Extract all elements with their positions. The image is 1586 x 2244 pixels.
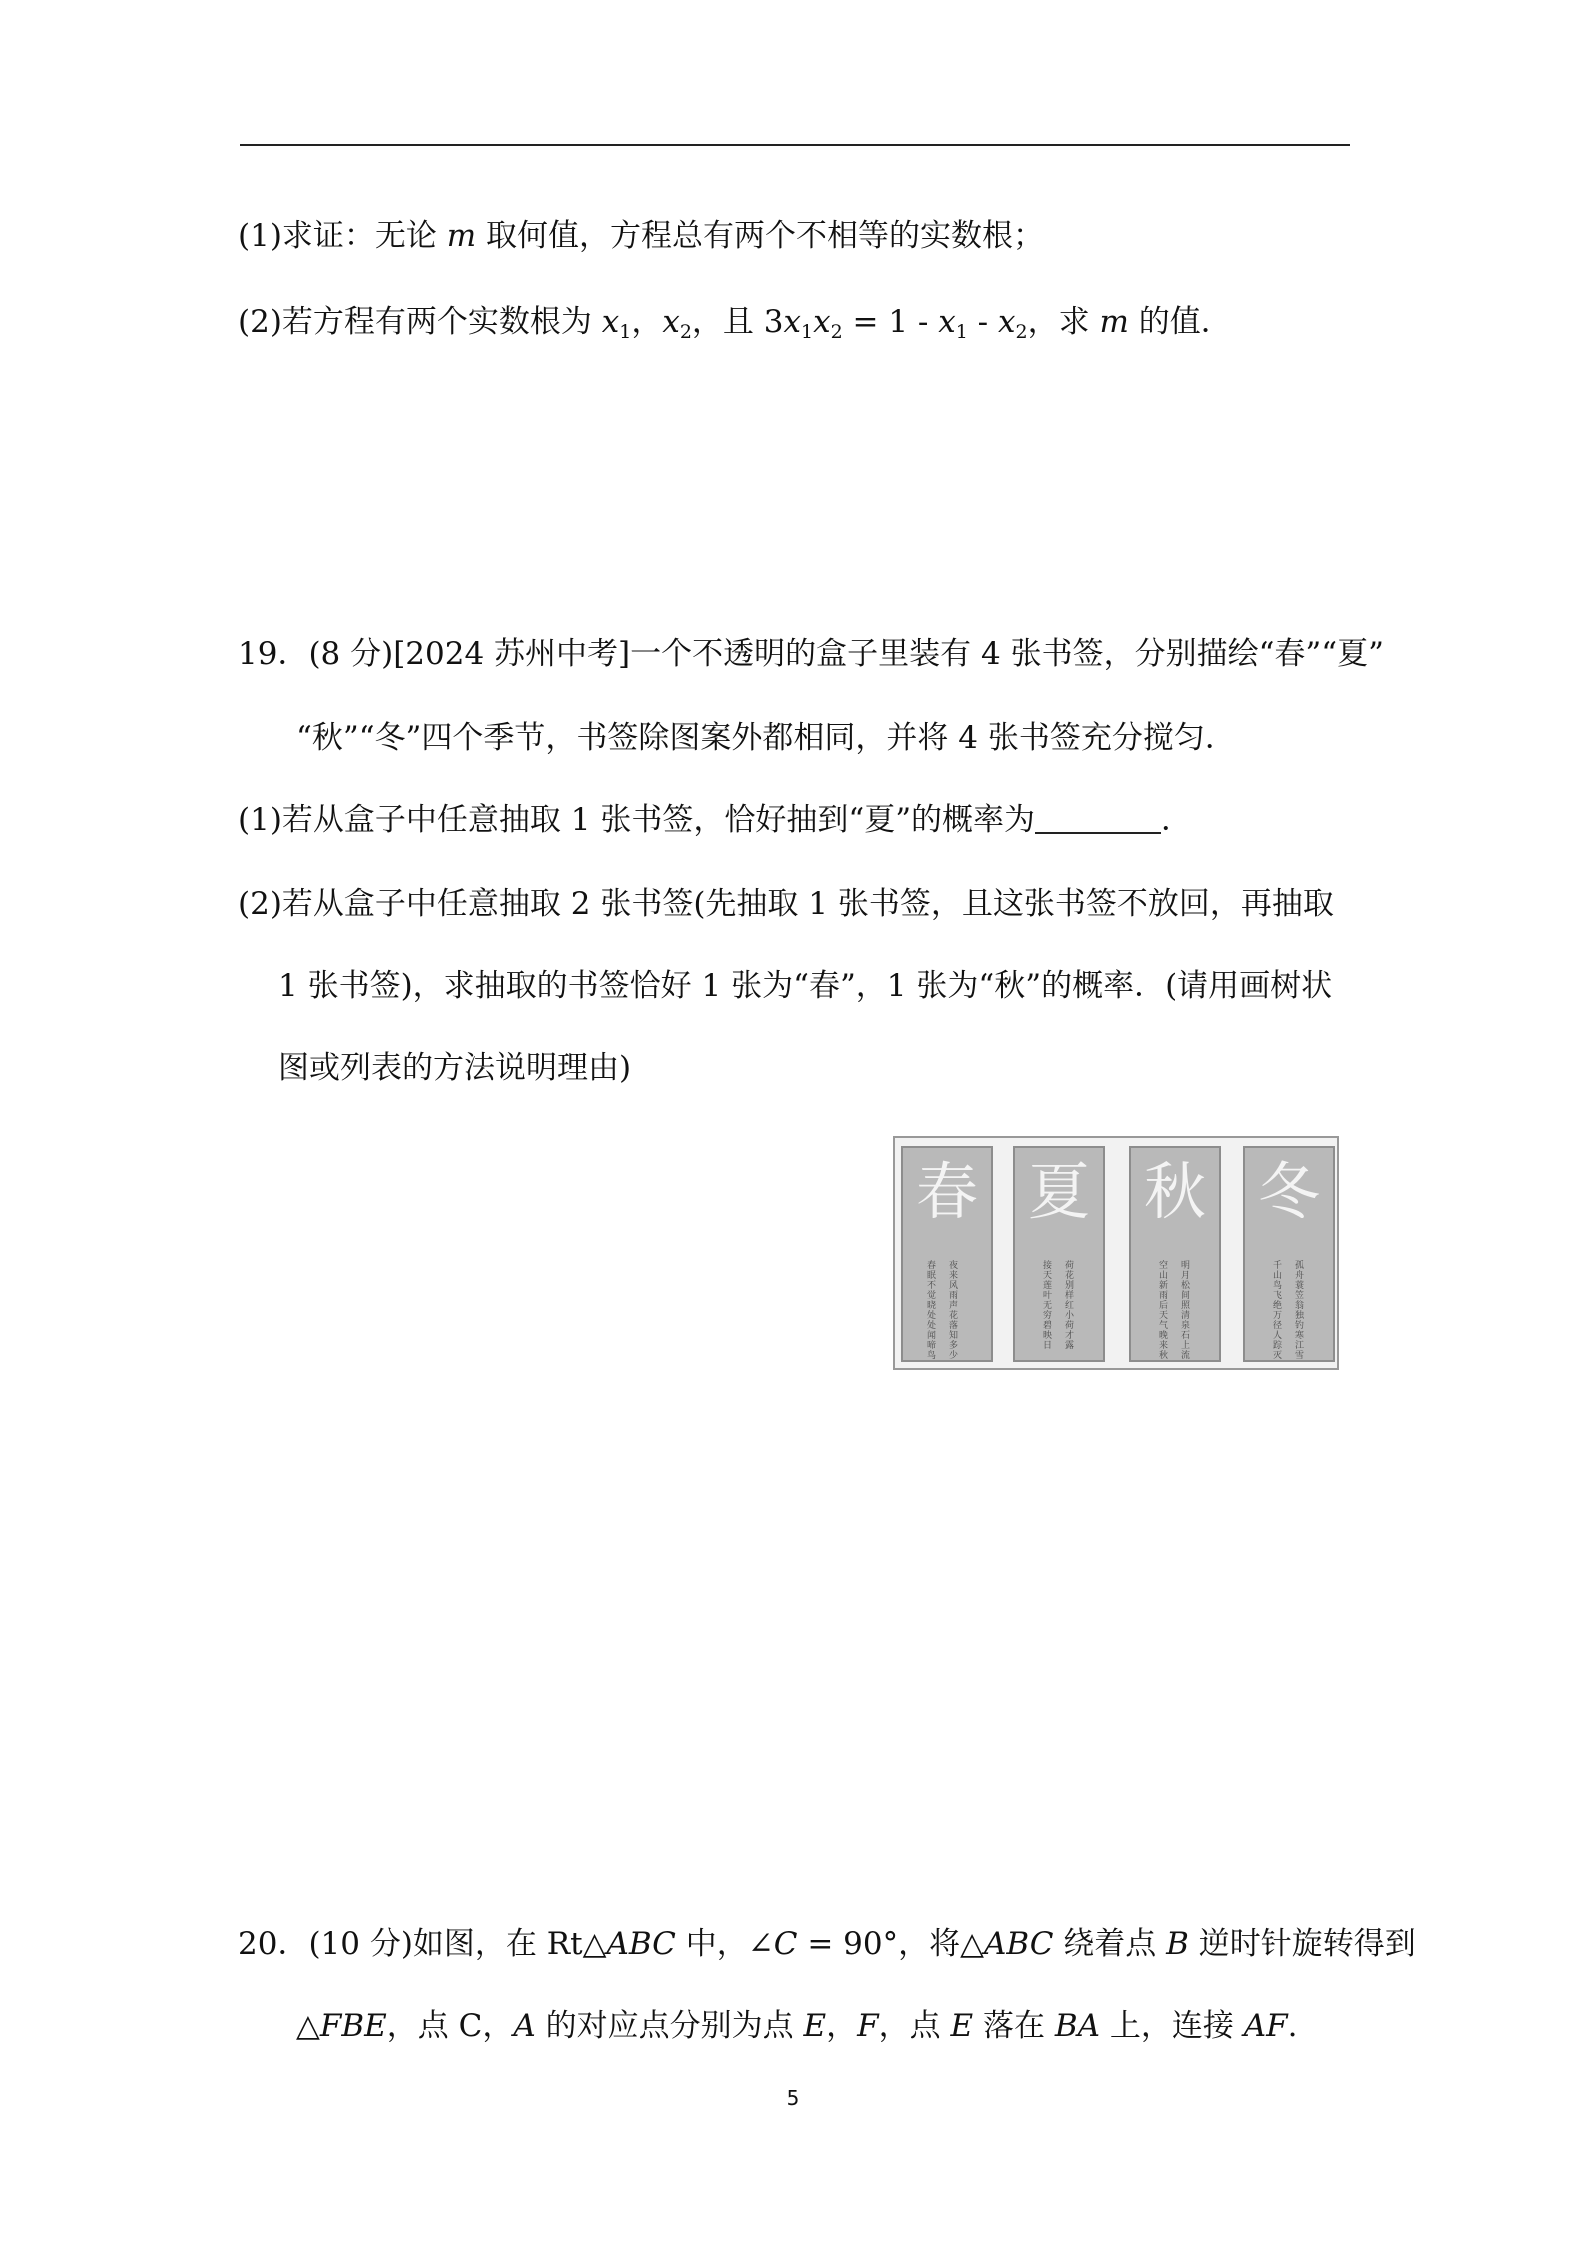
point-a: A [513, 2008, 536, 2044]
q18-part2 [238, 302, 1232, 352]
subscript-2-product: 2 [830, 321, 843, 343]
segment-ba: BA [1054, 2008, 1100, 2044]
q19-line2: “秋”“冬”四个季节，书签除图案外都相同，并将 4 张书签充分搅匀． [296, 720, 1236, 756]
q18-part2-text-c4: - [967, 304, 999, 340]
variable-x2-rhs: x [998, 304, 1016, 340]
q20-line2-text-c: 的对应点分别为点 [535, 2008, 804, 2044]
header-rule [240, 144, 1350, 146]
bookmarks-figure [893, 1136, 1339, 1370]
bookmark-spring-char: 春 [915, 1155, 978, 1228]
subscript-1-product: 1 [800, 321, 814, 343]
bookmark-winter-char: 冬 [1257, 1155, 1320, 1228]
subscript-2: 2 [679, 321, 692, 343]
q20-line1 [238, 1924, 1416, 1964]
variable-x1-rhs: x [938, 304, 956, 340]
q19-line1: 19．(8 分)[2024 苏州中考]一个不透明的盒子里装有 4 张书签，分别描绘“春”“夏” [238, 636, 1384, 672]
q20-line2-text-e: ，点 [878, 2008, 951, 2044]
comma: ， [631, 304, 663, 340]
bookmark-spring [901, 1146, 993, 1362]
q19-sub2-line1: (2)若从盒子中任意抽取 2 张书签(先抽取 1 张书签，且这张书签不放回，再抽取 [238, 886, 1334, 922]
q20-line1-text-e: 绕着点 [1053, 1926, 1167, 1962]
bookmark-summer-poem-2: 荷花别样红小荷才露 [1063, 1260, 1073, 1350]
q20-line2-text-h: . [1287, 2008, 1298, 2044]
q19-sub2-line2: 1 张书签)，求抽取的书签恰好 1 张为“春”，1 张为“秋”的概率．(请用画树状 [278, 968, 1333, 1004]
bookmark-summer-char: 夏 [1027, 1155, 1090, 1228]
bookmark-autumn-poem-2: 明月松间照清泉石上流 [1179, 1260, 1189, 1360]
page-number: 5 [786, 2086, 800, 2110]
q20-line1-text-f: 逆时针旋转得到 [1188, 1926, 1416, 1962]
variable-m-2: m [1099, 304, 1129, 340]
q18-part1-text-a: (1)求证：无论 [238, 218, 447, 254]
q19-sub2-line3: 图或列表的方法说明理由) [278, 1050, 632, 1086]
q20-line2-text-f: 落在 [973, 2008, 1055, 2044]
q20-line2-text-b: ，点 C， [386, 2008, 514, 2044]
q20-line2-text-g: 上，连接 [1100, 2008, 1244, 2044]
bookmark-autumn [1129, 1146, 1221, 1362]
variable-m: m [446, 218, 477, 254]
point-e: E [803, 2008, 827, 2044]
segment-af: AF [1243, 2008, 1288, 2044]
subscript-1-rhs: 1 [955, 321, 968, 343]
q18-part1 [238, 216, 1044, 256]
subscript-2-rhs: 2 [1015, 321, 1028, 343]
q18-part2-text-c2: ，且 3 [691, 304, 784, 340]
point-f: F [857, 2008, 879, 2044]
bookmark-autumn-char: 秋 [1143, 1155, 1206, 1228]
bookmark-autumn-poem-1: 空山新雨后天气晚来秋 [1157, 1260, 1167, 1360]
variable-x2: x [662, 304, 680, 340]
q20-line1-text-d: = 90°，将△ [797, 1926, 984, 1962]
q18-part1-text-b: 取何值，方程总有两个不相等的实数根； [476, 218, 1045, 254]
q18-part2-text-c3: = 1 - [842, 304, 939, 340]
variable-x2-product: x [813, 304, 831, 340]
bookmark-winter [1243, 1146, 1335, 1362]
bookmark-summer-poem-1: 接天莲叶无穷碧映日 [1041, 1260, 1051, 1350]
triangle-fbe: FBE [319, 2008, 387, 2044]
bookmark-spring-poem-1: 春眠不觉晓处处闻啼鸟 [925, 1260, 935, 1360]
answer-blank[interactable] [1035, 804, 1161, 834]
q20-line2-text-a: △ [296, 2008, 320, 2044]
q18-part2-text-end: 的值． [1128, 304, 1232, 340]
subscript-1: 1 [619, 321, 632, 343]
angle-c: C [773, 1926, 798, 1962]
point-b: B [1166, 1926, 1189, 1962]
q20-line1-text-b: 中，∠ [675, 1926, 774, 1962]
q19-sub1-text: (1)若从盒子中任意抽取 1 张书签，恰好抽到“夏”的概率为 [238, 802, 1036, 838]
bookmark-winter-poem-2: 孤舟蓑笠翁独钓寒江雪 [1293, 1260, 1303, 1360]
bookmark-spring-poem-2: 夜来风雨声花落知多少 [947, 1260, 957, 1360]
bookmark-winter-poem-1: 千山鸟飞绝万径人踪灭 [1271, 1260, 1281, 1360]
point-e-2: E [950, 2008, 974, 2044]
q20-line2 [296, 2006, 1297, 2046]
q18-part2-text-c5: ，求 [1027, 304, 1100, 340]
q19-sub1 [238, 800, 1192, 840]
q20-line1-text-a: 20．(10 分)如图，在 Rt△ [238, 1926, 607, 1962]
triangle-abc-2: ABC [983, 1926, 1054, 1962]
variable-x1: x [601, 304, 620, 340]
triangle-abc: ABC [606, 1926, 676, 1962]
q19-sub1-end: ． [1161, 802, 1193, 838]
variable-x1-product: x [783, 304, 801, 340]
q18-part2-text-a: (2)若方程有两个实数根为 [238, 304, 602, 340]
q20-line2-text-d: ， [826, 2008, 858, 2044]
bookmark-summer [1013, 1146, 1105, 1362]
